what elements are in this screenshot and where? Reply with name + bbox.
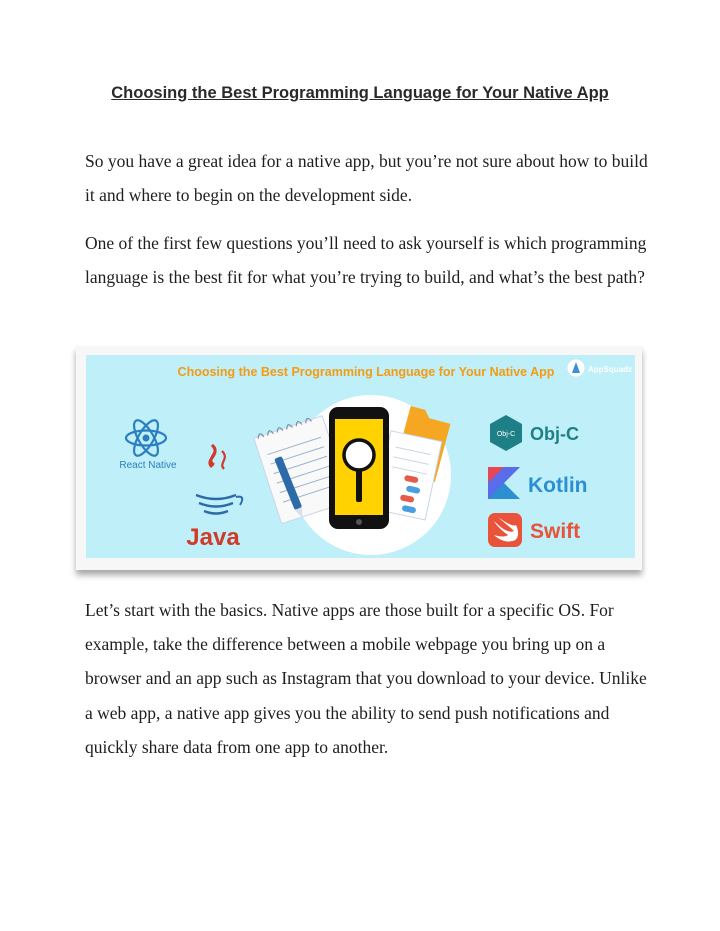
basics-paragraph: Let’s start with the basics. Native apps are those built for a specific OS. For example, take the difference between a mobile webpage you bring up on a browser and an app such as Instagram that you download to your device. Unlike a web app, a native app gives you the ability to send push notifications and quickly share data from one app to another. (85, 600, 647, 757)
java-label: Java (186, 524, 240, 551)
kotlin-label: Kotlin (528, 474, 588, 497)
intro-paragraph: So you have a great idea for a native app, but you’re not sure about how to build it and where to begin on the development side. (85, 151, 648, 206)
kotlin-logo-icon (488, 467, 520, 499)
banner-heading: Choosing the Best Programming Language for Your Native App (177, 365, 555, 379)
java-cup-icon (196, 445, 242, 514)
swift-logo-icon (488, 513, 522, 547)
objc-logo-icon (490, 415, 522, 451)
brand-name: AppSquadz (588, 365, 632, 374)
question-paragraph: One of the first few questions you’ll need to ask yourself is which programming language is the best fit for what you’re trying to build, and what’s the best path? (85, 233, 647, 288)
react-native-label: React Native (119, 460, 177, 471)
banner-illustration (86, 355, 635, 558)
magnifier-icon (344, 440, 374, 470)
svg-text:Obj-C: Obj-C (496, 431, 516, 438)
center-illustration (253, 395, 452, 555)
article-title: Choosing the Best Programming Language for Your Native App (111, 84, 609, 102)
banner-image (86, 355, 635, 558)
react-logo-icon (126, 417, 166, 459)
objc-label: Obj-C (530, 424, 579, 444)
swift-label: Swift (530, 520, 581, 543)
brand-logo (568, 360, 633, 377)
